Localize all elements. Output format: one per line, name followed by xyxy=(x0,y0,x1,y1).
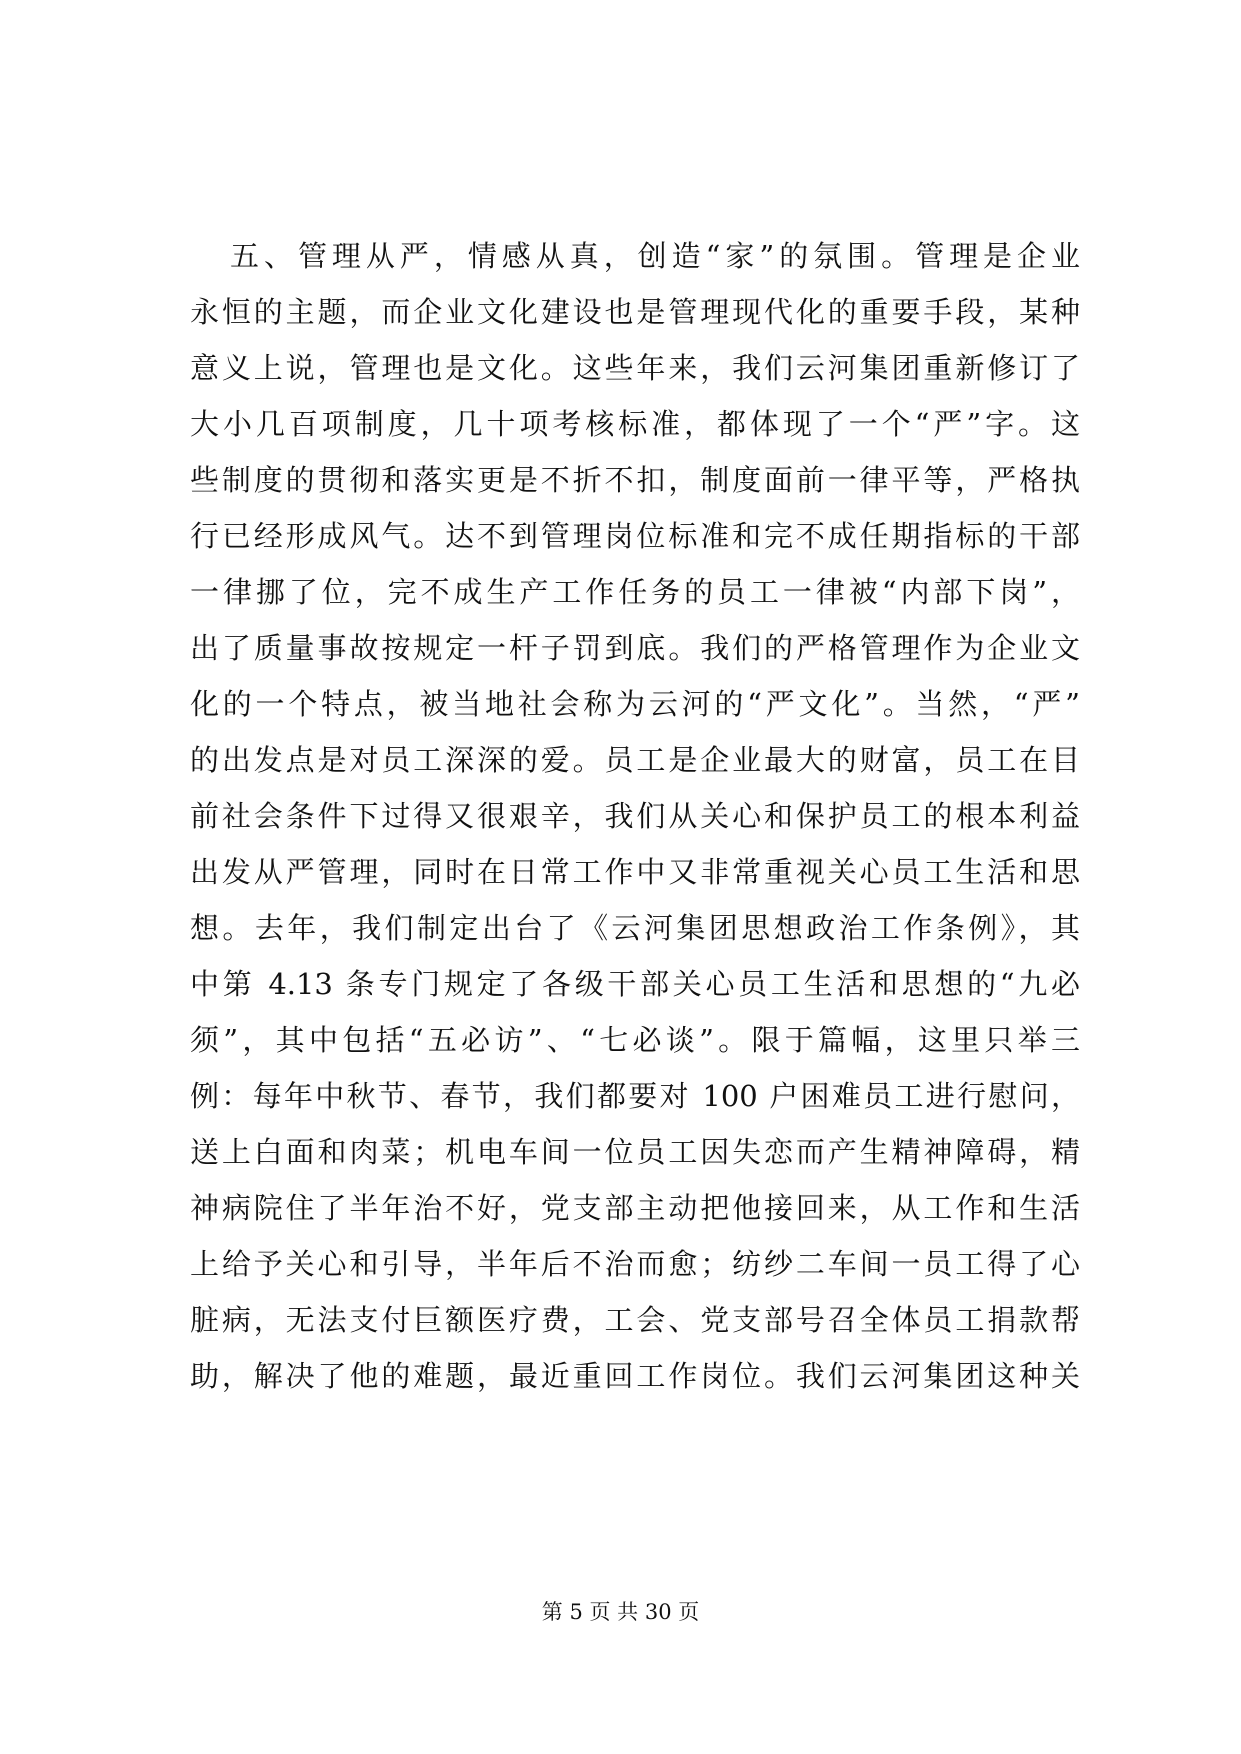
paragraph-line: 助，解决了他的难题，最近重回工作岗位。我们云河集团这种关 xyxy=(190,1359,1080,1393)
paragraph-line: 化的一个特点，被当地社会称为云河的“严文化”。当然，“严” xyxy=(190,687,1080,721)
paragraph-line: 前社会条件下过得又很艰辛，我们从关心和保护员工的根本利益 xyxy=(190,799,1080,833)
paragraph-line: 一律挪了位，完不成生产工作任务的员工一律被“内部下岗”， xyxy=(190,575,1080,609)
paragraph-line: 出了质量事故按规定一杆子罚到底。我们的严格管理作为企业文 xyxy=(190,631,1080,665)
paragraph-line: 意义上说，管理也是文化。这些年来，我们云河集团重新修订了 xyxy=(190,351,1080,385)
paragraph-line: 永恒的主题，而企业文化建设也是管理现代化的重要手段，某种 xyxy=(190,295,1080,329)
paragraph-line: 神病院住了半年治不好，党支部主动把他接回来，从工作和生活 xyxy=(190,1191,1080,1225)
page-number-footer: 第 5 页 共 30 页 xyxy=(541,1600,700,1624)
paragraph-line: 出发从严管理，同时在日常工作中又非常重视关心员工生活和思 xyxy=(190,855,1080,889)
paragraph-line: 脏病，无法支付巨额医疗费，工会、党支部号召全体员工捐款帮 xyxy=(190,1303,1080,1337)
paragraph-line: 大小几百项制度，几十项考核标准，都体现了一个“严”字。这 xyxy=(190,407,1080,441)
paragraph-line: 须”，其中包括“五必访”、“七必谈”。限于篇幅，这里只举三 xyxy=(190,1023,1080,1057)
paragraph-line: 些制度的贯彻和落实更是不折不扣，制度面前一律平等，严格执 xyxy=(190,463,1080,497)
paragraph-line: 上给予关心和引导，半年后不治而愈；纺纱二车间一员工得了心 xyxy=(190,1247,1080,1281)
paragraph-line: 送上白面和肉菜；机电车间一位员工因失恋而产生精神障碍，精 xyxy=(190,1135,1080,1169)
paragraph-line: 例：每年中秋节、春节，我们都要对 100 户困难员工进行慰问， xyxy=(190,1079,1080,1113)
paragraph-line: 中第 4.13 条专门规定了各级干部关心员工生活和思想的“九必 xyxy=(190,967,1080,1001)
paragraph-line: 想。去年，我们制定出台了《云河集团思想政治工作条例》，其 xyxy=(190,911,1080,945)
paragraph-line: 的出发点是对员工深深的爱。员工是企业最大的财富，员工在目 xyxy=(190,743,1080,777)
paragraph-line: 行已经形成风气。达不到管理岗位标准和完不成任期指标的干部 xyxy=(190,519,1080,553)
paragraph-line: 五、管理从严，情感从真，创造“家”的氛围。管理是企业 xyxy=(230,239,1080,273)
